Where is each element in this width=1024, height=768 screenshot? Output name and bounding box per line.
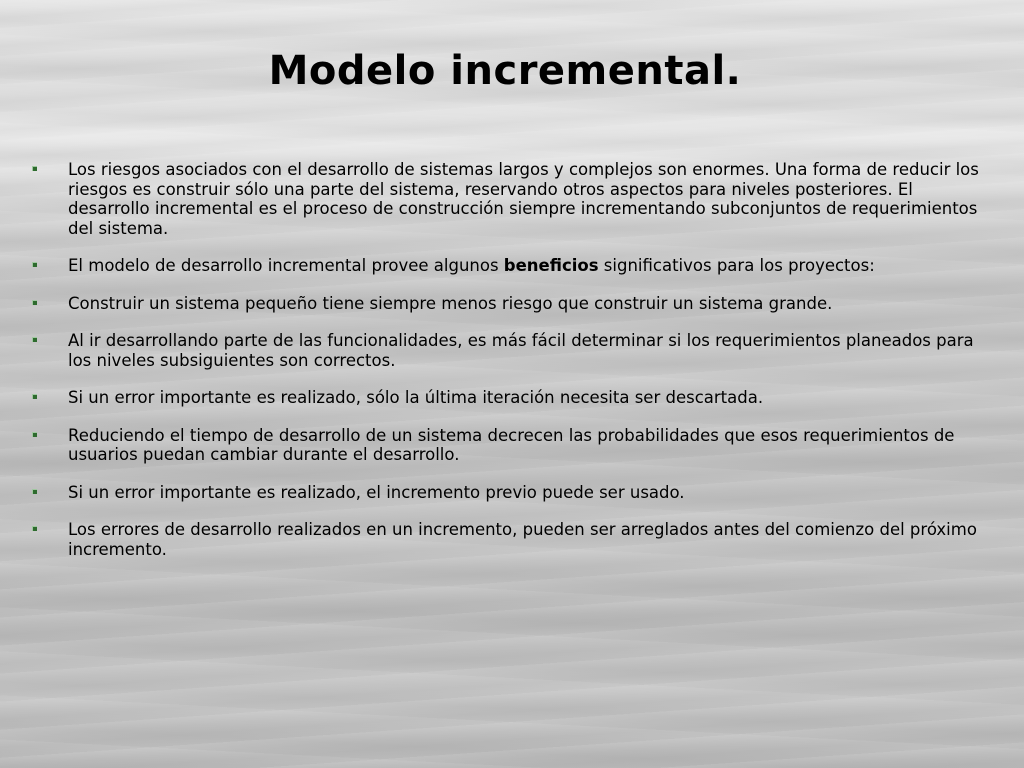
bullet-item — [30, 388, 990, 408]
bullet-item — [30, 294, 990, 314]
bullet-text: Reduciendo el tiempo de desarrollo de un sistema decrecen las probabilidades que esos requerimientos de usuarios puedan cambiar durante el desarrollo. — [68, 425, 955, 464]
bullet-text: Los riesgos asociados con el desarrollo de sistemas largos y complejos son enormes. Una forma de reducir los riesgos es construir sólo una parte del sistema, reservando otros aspectos para niveles posteriores. El desarrollo incremental es el proceso de construcción siempre incrementando subconjuntos de requerimientos del sistema. — [68, 160, 979, 238]
bullet-text: Los errores de desarrollo realizados en un incremento, pueden ser arreglados antes del comienzo del próximo incremento. — [68, 520, 977, 559]
bullet-text: Si un error importante es realizado, el incremento previo puede ser usado. — [68, 482, 685, 502]
square-bullet-icon — [32, 166, 37, 171]
square-bullet-icon — [32, 262, 37, 267]
bold-term: beneficios — [503, 256, 599, 275]
bullet-text: El modelo de desarrollo incremental provee algunos beneficios significativos para los proyectos: — [68, 256, 875, 275]
bullet-item — [30, 256, 990, 276]
bullet-item — [30, 426, 990, 465]
square-bullet-icon — [32, 432, 37, 437]
square-bullet-icon — [32, 337, 37, 342]
bullet-item — [30, 520, 990, 559]
square-bullet-icon — [32, 300, 37, 305]
square-bullet-icon — [32, 526, 37, 531]
slide-title: Modelo incremental. — [268, 48, 742, 94]
bullet-text: Si un error importante es realizado, sólo la última iteración necesita ser descartada. — [68, 388, 764, 407]
square-bullet-icon — [32, 394, 37, 399]
bullet-item — [30, 331, 990, 370]
bullet-text: Al ir desarrollando parte de las funcionalidades, es más fácil determinar si los requerimientos planeados para los niveles subsiguientes son correctos. — [68, 331, 974, 370]
bullet-text: Construir un sistema pequeño tiene siempre menos riesgo que construir un sistema grande. — [68, 293, 833, 313]
bullet-list — [30, 160, 990, 577]
bullet-item — [30, 483, 990, 503]
bullet-item — [30, 160, 990, 238]
square-bullet-icon — [32, 489, 37, 494]
